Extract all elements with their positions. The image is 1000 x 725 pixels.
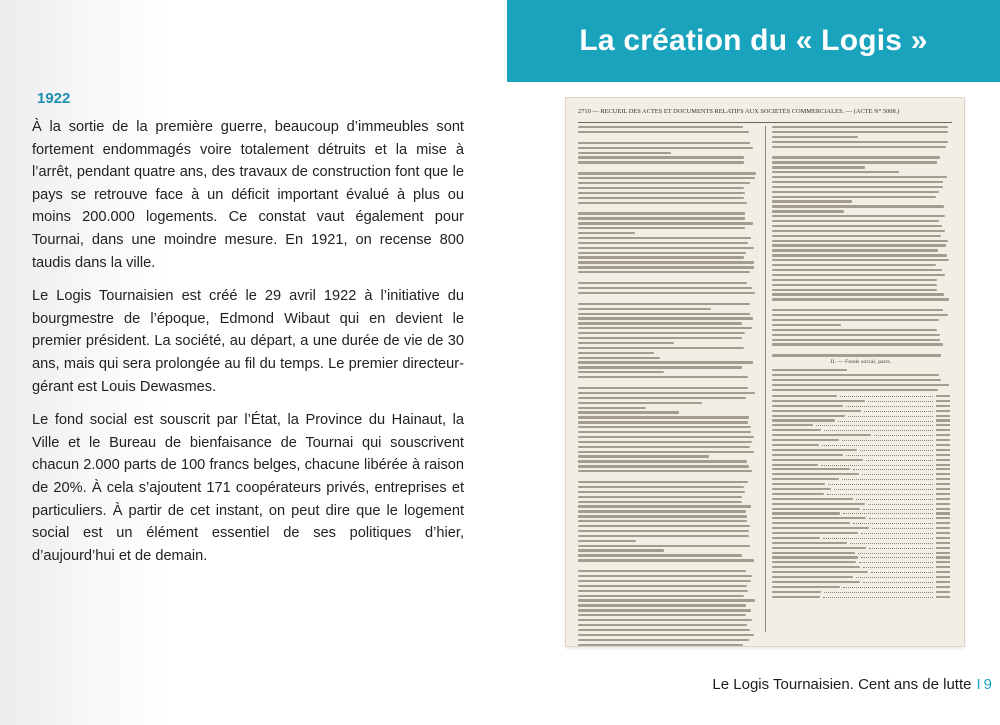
scan-text-line xyxy=(578,261,754,263)
scan-ledger-leader xyxy=(868,503,933,505)
scan-ledger-leader xyxy=(863,508,933,510)
scan-text-line xyxy=(578,247,754,249)
scan-text-line xyxy=(578,446,750,448)
scan-text-line xyxy=(578,545,750,547)
scan-text-line xyxy=(578,520,747,522)
scan-ledger-name xyxy=(772,400,865,402)
scan-text-line xyxy=(772,215,945,217)
footer-text: Le Logis Tournaisien. Cent ans de lutte xyxy=(712,676,972,693)
scan-ledger-name xyxy=(772,503,865,505)
scan-text-line xyxy=(578,192,745,194)
scan-text-line xyxy=(772,191,939,193)
scan-ledger-name xyxy=(772,537,820,539)
scan-ledger-amount xyxy=(936,576,950,578)
scan-text-line xyxy=(578,421,748,423)
scan-ledger-amount xyxy=(936,571,950,573)
scan-text-line xyxy=(772,334,940,336)
scan-text-line xyxy=(772,196,936,198)
scan-ledger-leader xyxy=(863,581,933,583)
scan-text-line xyxy=(772,319,939,321)
scan-text-line xyxy=(772,244,946,246)
scan-ledger-leader xyxy=(842,478,933,480)
scan-ledger-amount xyxy=(936,410,950,412)
scan-header: 2710 — RECUEIL DES ACTES ET DOCUMENTS RELATIFS AUX SOCIÉTÉS COMMERCIALES. — (ACTE N° 5008.) xyxy=(578,108,952,123)
scan-text-line xyxy=(578,313,750,315)
scan-ledger-amount xyxy=(936,434,950,436)
scan-text-line xyxy=(578,392,755,394)
scan-text-line xyxy=(772,354,941,356)
scan-ledger-leader xyxy=(863,566,933,568)
scan-text-line xyxy=(578,182,750,184)
scan-text-line xyxy=(578,411,679,413)
scan-ledger-leader xyxy=(862,473,933,475)
scan-ledger-leader xyxy=(838,420,933,422)
scan-ledger-amount xyxy=(936,498,950,500)
scan-ledger-amount xyxy=(936,478,950,480)
scan-ledger-name xyxy=(772,488,831,490)
scan-text-line xyxy=(578,227,745,229)
scan-text-line xyxy=(578,217,745,219)
scan-ledger-amount xyxy=(936,596,950,598)
scan-text-line xyxy=(578,147,753,149)
scan-text-line xyxy=(578,634,754,636)
scan-text-line xyxy=(578,460,747,462)
scan-text-line xyxy=(772,240,948,242)
scan-ledger-name xyxy=(772,468,850,470)
scan-ledger-amount xyxy=(936,517,950,519)
scan-column-divider xyxy=(765,126,766,632)
scan-text-line xyxy=(578,161,744,163)
scan-text-line xyxy=(772,136,858,138)
scan-text-line xyxy=(578,644,743,646)
scan-text-line xyxy=(578,535,749,537)
scan-ledger-amount xyxy=(936,424,950,426)
scan-ledger-leader xyxy=(874,434,933,436)
scan-ledger-name xyxy=(772,459,863,461)
scan-text-line xyxy=(578,599,755,601)
scan-text-line xyxy=(578,357,660,359)
paragraph-2: Le Logis Tournaisien est créé le 29 avril 1922 à l’initiative du bourgmestre de l’époque, Edmond Wibaut qui en devient le premier président. La société, au départ, a une durée de vie de 30 ans, mais qui sera prolongée au fil du temps. Le premier directeur-gérant est Louis Dewasmes. xyxy=(32,288,464,395)
scan-text-line xyxy=(578,515,747,517)
scan-ledger-amount xyxy=(936,473,950,475)
scan-ledger-name xyxy=(772,566,860,568)
scan-ledger-amount xyxy=(936,459,950,461)
scan-text-line xyxy=(578,252,746,254)
scan-ledger-leader xyxy=(861,532,933,534)
scan-text-line xyxy=(578,525,750,527)
scan-ledger-leader xyxy=(853,522,933,524)
scan-text-line xyxy=(772,176,947,178)
scan-text-line xyxy=(578,441,752,443)
scan-text-line xyxy=(772,289,937,291)
scan-text-line xyxy=(578,352,654,354)
scan-text-line xyxy=(578,510,746,512)
scan-ledger-name xyxy=(772,532,858,534)
scan-text-line xyxy=(578,212,745,214)
scan-text-line xyxy=(772,389,938,391)
scan-ledger-name xyxy=(772,419,835,421)
scan-ledger-name xyxy=(772,493,824,495)
scan-ledger-leader xyxy=(846,405,933,407)
scan-ledger-name xyxy=(772,512,840,514)
title-banner xyxy=(507,0,1000,82)
paragraph-1: À la sortie de la première guerre, beaucoup d’immeubles sont fortement endommagés voire totalement détruits et la mise à l’arrêt, pendant quatre ans, des travaux de construction font que le pays se retrouve face à un déficit important évalué à plus ou moins 200.000 logements. Ce constat vaut également pour Tournai, dans une moindre mesure. En 1921, on recense 800 taudis dans la ville. xyxy=(32,119,464,271)
scan-text-line xyxy=(578,549,664,551)
scan-text-line xyxy=(772,384,949,386)
scan-ledger-amount xyxy=(936,547,950,549)
scan-ledger-leader xyxy=(827,493,933,495)
scan-text-line xyxy=(772,293,944,295)
scan-text-line xyxy=(578,575,752,577)
scan-text-line xyxy=(772,259,949,261)
scan-text-line xyxy=(578,629,750,631)
scan-text-line xyxy=(578,197,744,199)
scan-text-line xyxy=(578,332,745,334)
scan-text-line xyxy=(772,374,939,376)
scan-ledger-amount xyxy=(936,561,950,563)
scan-text-line xyxy=(772,249,938,251)
scan-ledger-amount xyxy=(936,449,950,451)
scan-text-line xyxy=(578,366,742,368)
scan-ledger-name xyxy=(772,410,861,412)
scan-ledger-leader xyxy=(816,424,933,426)
scan-ledger-leader xyxy=(868,400,933,402)
scan-text-line xyxy=(578,361,753,363)
scan-text-line xyxy=(578,126,743,128)
scan-text-line xyxy=(578,559,754,561)
scan-ledger-leader xyxy=(824,591,933,593)
scan-ledger-name xyxy=(772,424,813,426)
scan-ledger-amount xyxy=(936,566,950,568)
scan-text-line xyxy=(578,619,752,621)
scan-ledger-amount xyxy=(936,542,950,544)
scan-text-line xyxy=(578,242,748,244)
scan-text-line xyxy=(578,371,664,373)
paragraph-3: Le fond social est souscrit par l’État, la Province du Hainaut, la Ville et le Bureau de bienfaisance de Tournai qui souscrivent chacun 2.000 parts de 100 francs belges, chacune libérée à raison de 20%. À cela s’ajoutent 171 coopérateurs privés, entreprises et particuliers. À partir de cet instant, on peut dire que le logement social est un élément essentiel de ses politiques d’hier, d’aujourd’hui et de demain. xyxy=(32,412,464,564)
scan-text-line xyxy=(578,347,744,349)
scan-text-line xyxy=(578,614,746,616)
scan-text-line xyxy=(578,554,742,556)
scan-text-line xyxy=(578,303,750,305)
scan-ledger-leader xyxy=(821,464,933,466)
scan-ledger-name xyxy=(772,405,843,407)
scan-ledger-leader xyxy=(856,576,933,578)
scan-ledger-amount xyxy=(936,464,950,466)
scan-ledger-amount xyxy=(936,488,950,490)
scan-text-line xyxy=(772,254,947,256)
scan-text-line xyxy=(578,455,709,457)
page-footer xyxy=(712,676,992,693)
scan-ledger-leader xyxy=(846,454,933,456)
scan-ledger-amount xyxy=(936,586,950,588)
scan-text-line xyxy=(578,402,702,404)
scan-ledger-name xyxy=(772,415,845,417)
scan-text-line xyxy=(772,298,949,300)
scan-text-line xyxy=(578,465,749,467)
scan-ledger-leader xyxy=(869,517,933,519)
scan-ledger-amount xyxy=(936,439,950,441)
scan-text-line xyxy=(772,205,944,207)
scan-text-line xyxy=(772,200,852,202)
scan-text-line xyxy=(578,431,751,433)
scan-text-line xyxy=(578,266,754,268)
scan-ledger-name xyxy=(772,552,855,554)
scan-ledger-leader xyxy=(861,556,933,558)
scan-text-line xyxy=(578,376,748,378)
scan-ledger-leader xyxy=(866,459,933,461)
scan-section-title: II. — Fonds social, parts. xyxy=(830,359,892,366)
scan-ledger-name xyxy=(772,542,847,544)
scan-text-line xyxy=(578,505,751,507)
scan-text-line xyxy=(578,292,755,294)
scan-ledger-amount xyxy=(936,444,950,446)
scan-column-right xyxy=(772,126,950,632)
scan-ledger-amount xyxy=(936,395,950,397)
scan-ledger-name xyxy=(772,508,860,510)
scan-text-line xyxy=(578,156,744,158)
page-title: La création du « Logis » xyxy=(579,24,928,57)
scan-ledger-name xyxy=(772,581,860,583)
scan-column-left xyxy=(578,126,756,632)
scan-ledger-amount xyxy=(936,508,950,510)
scan-ledger-name xyxy=(772,556,858,558)
scan-text-line xyxy=(772,225,942,227)
scan-text-line xyxy=(772,131,948,133)
scan-ledger-name xyxy=(772,473,859,475)
scan-ledger-leader xyxy=(869,547,933,549)
scan-text-line xyxy=(578,540,636,542)
scan-ledger-amount xyxy=(936,483,950,485)
scan-ledger-name xyxy=(772,498,853,500)
scan-text-line xyxy=(772,210,844,212)
scan-text-line xyxy=(772,269,942,271)
scan-ledger-name xyxy=(772,478,839,480)
scan-ledger-name xyxy=(772,547,866,549)
scan-ledger-name xyxy=(772,454,843,456)
scan-ledger-amount xyxy=(936,419,950,421)
scan-text-line xyxy=(578,282,747,284)
scan-text-line xyxy=(772,171,899,173)
scan-ledger-amount xyxy=(936,429,950,431)
scan-ledger-name xyxy=(772,434,871,436)
article-body xyxy=(32,116,464,578)
scan-ledger-name xyxy=(772,439,839,441)
scan-ledger-amount xyxy=(936,512,950,514)
scan-text-line xyxy=(772,284,937,286)
scan-ledger-name xyxy=(772,591,821,593)
scan-ledger-leader xyxy=(842,439,933,441)
scan-ledger-name xyxy=(772,522,850,524)
scan-ledger-name xyxy=(772,449,857,451)
scan-ledger-name xyxy=(772,517,866,519)
scan-ledger-leader xyxy=(822,444,933,446)
scan-ledger-leader xyxy=(858,552,933,554)
scan-text-line xyxy=(578,237,751,239)
scan-text-line xyxy=(578,337,742,339)
scan-ledger-amount xyxy=(936,468,950,470)
scan-ledger-amount xyxy=(936,532,950,534)
scan-text-line xyxy=(578,131,749,133)
scan-text-line xyxy=(578,609,751,611)
scan-ledger-amount xyxy=(936,503,950,505)
scan-text-line xyxy=(578,177,755,179)
scan-text-line xyxy=(578,451,754,453)
scan-text-line xyxy=(578,416,749,418)
scan-ledger-leader xyxy=(823,596,933,598)
scan-ledger-amount xyxy=(936,556,950,558)
scan-text-line xyxy=(772,161,937,163)
scan-text-line xyxy=(578,486,744,488)
scan-text-line xyxy=(578,308,711,310)
scan-ledger-leader xyxy=(864,410,933,412)
scan-text-line xyxy=(578,202,747,204)
scan-text-line xyxy=(578,590,748,592)
scan-text-line xyxy=(578,530,749,532)
scan-text-line xyxy=(772,230,945,232)
scan-text-line xyxy=(578,570,746,572)
scan-text-line xyxy=(578,342,674,344)
scan-text-line xyxy=(772,274,945,276)
scan-ledger-name xyxy=(772,571,868,573)
scan-ledger-leader xyxy=(860,449,933,451)
scan-ledger-amount xyxy=(936,552,950,554)
scan-text-line xyxy=(578,604,746,606)
scan-ledger-name xyxy=(772,586,840,588)
scan-text-line xyxy=(578,317,753,319)
footer-separator: I xyxy=(976,676,981,693)
scan-text-line xyxy=(578,639,749,641)
scan-text-line xyxy=(772,314,948,316)
scan-text-line xyxy=(578,322,742,324)
scan-text-line xyxy=(578,491,745,493)
scan-ledger-amount xyxy=(936,454,950,456)
scan-text-line xyxy=(772,166,865,168)
scan-ledger-amount xyxy=(936,405,950,407)
scan-ledger-row xyxy=(772,594,950,599)
scan-text-line xyxy=(772,186,943,188)
scan-paragraph-gap xyxy=(578,136,756,142)
scan-text-line xyxy=(578,187,744,189)
scan-ledger-name xyxy=(772,596,820,598)
scan-text-line xyxy=(772,141,948,143)
scan-ledger-leader xyxy=(840,395,933,397)
scanned-document-image xyxy=(566,98,964,646)
scan-ledger-amount xyxy=(936,415,950,417)
scan-text-line xyxy=(772,379,941,381)
scan-ledger-amount xyxy=(936,591,950,593)
scan-text-line xyxy=(578,287,752,289)
scan-ledger-leader xyxy=(872,527,933,529)
scan-ledger-leader xyxy=(823,537,933,539)
scan-ledger-amount xyxy=(936,522,950,524)
scan-text-line xyxy=(578,595,744,597)
scan-paragraph-gap xyxy=(578,297,756,303)
scan-text-line xyxy=(772,343,943,345)
scan-text-line xyxy=(772,235,941,237)
scan-text-line xyxy=(578,585,747,587)
scan-ledger-leader xyxy=(859,561,933,563)
scan-text-line xyxy=(772,309,943,311)
scan-ledger-name xyxy=(772,576,853,578)
scan-text-line xyxy=(578,327,752,329)
scan-ledger-name xyxy=(772,444,819,446)
scan-ledger-leader xyxy=(848,415,933,417)
scan-text-line xyxy=(578,256,744,258)
scan-ledger-leader xyxy=(843,586,933,588)
scan-text-line xyxy=(578,142,750,144)
scan-text-line xyxy=(578,481,748,483)
scan-text-line xyxy=(772,329,937,331)
scan-text-line xyxy=(772,264,936,266)
scan-ledger-name xyxy=(772,395,837,397)
scan-text-line xyxy=(578,496,742,498)
scan-ledger-leader xyxy=(853,468,933,470)
scan-text-line xyxy=(772,126,948,128)
scan-text-line xyxy=(578,501,742,503)
scan-text-line xyxy=(578,470,752,472)
scan-ledger-name xyxy=(772,429,821,431)
scan-ledger-leader xyxy=(850,542,933,544)
scan-text-line xyxy=(578,426,751,428)
scan-text-line xyxy=(578,624,747,626)
scan-text-line xyxy=(578,407,646,409)
scan-text-line xyxy=(578,271,750,273)
scan-ledger-amount xyxy=(936,493,950,495)
scan-text-line xyxy=(772,369,847,371)
scan-ledger-name xyxy=(772,483,825,485)
scan-text-line xyxy=(772,279,937,281)
scan-ledger-name xyxy=(772,527,869,529)
scan-text-line xyxy=(772,339,940,341)
scan-text-line xyxy=(578,580,751,582)
scan-text-line xyxy=(772,156,940,158)
scan-text-line xyxy=(578,172,756,174)
scan-ledger-name xyxy=(772,561,856,563)
scan-ledger-leader xyxy=(843,512,933,514)
scan-text-line xyxy=(578,152,671,154)
scan-ledger-amount xyxy=(936,527,950,529)
scan-ledger-leader xyxy=(824,429,933,431)
scan-ledger-leader xyxy=(856,498,933,500)
scan-text-line xyxy=(578,436,754,438)
scan-ledger-leader xyxy=(871,571,933,573)
scan-text-line xyxy=(578,222,753,224)
scan-text-line xyxy=(772,146,946,148)
scan-ledger-leader xyxy=(834,488,933,490)
scan-ledger-leader xyxy=(828,483,933,485)
scan-ledger-amount xyxy=(936,537,950,539)
scan-text-line xyxy=(772,181,943,183)
scan-text-line xyxy=(578,232,635,234)
section-year: 1922 xyxy=(37,90,71,107)
scan-text-line xyxy=(578,387,748,389)
scan-text-line xyxy=(772,324,841,326)
page-number: 9 xyxy=(983,676,992,693)
scan-ledger-name xyxy=(772,464,818,466)
scan-text-line xyxy=(772,220,939,222)
scan-ledger-amount xyxy=(936,400,950,402)
scan-ledger-amount xyxy=(936,581,950,583)
scan-text-line xyxy=(578,397,746,399)
